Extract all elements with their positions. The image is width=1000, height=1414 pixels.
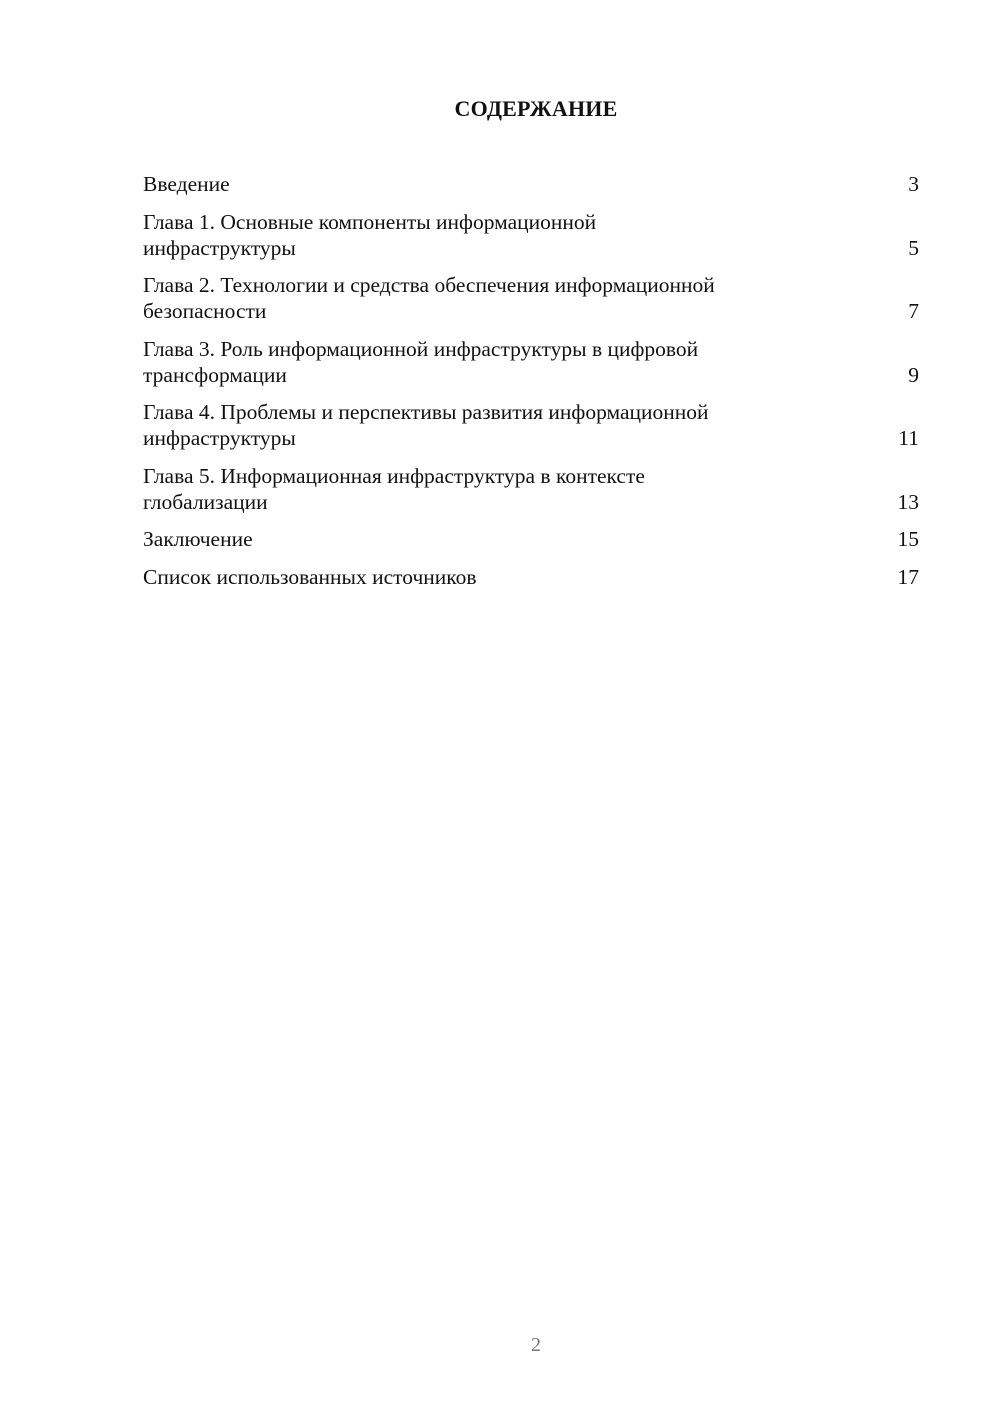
toc-entry-label: Глава 1. Основные компоненты информационной инфраструктуры <box>143 209 597 260</box>
toc-entry-page: 11 <box>898 426 919 450</box>
toc-entry-page: 13 <box>897 489 919 514</box>
toc-entry-references <box>143 564 919 590</box>
table-of-contents <box>143 171 919 601</box>
toc-title: СОДЕРЖАНИЕ <box>454 96 618 121</box>
toc-entry-chapter-5 <box>143 463 919 515</box>
toc-entry-label: Глава 4. Проблемы и перспективы развития информационной инфраструктуры <box>143 400 709 450</box>
toc-entry-label: Глава 2. Технологии и средства обеспечения информационной безопасности <box>143 273 715 323</box>
toc-entry-page: 5 <box>908 235 919 260</box>
toc-entry-introduction <box>143 171 919 197</box>
toc-entry-chapter-2 <box>143 272 919 324</box>
toc-entry-page: 3 <box>908 172 919 196</box>
toc-entry-chapter-1 <box>143 209 919 261</box>
toc-entry-page: 9 <box>908 362 919 387</box>
toc-entry-page: 15 <box>897 527 919 551</box>
toc-entry-label: Глава 3. Роль информационной инфраструктуры в цифровой трансформации <box>143 336 699 387</box>
toc-entry-label: Заключение <box>143 527 253 551</box>
toc-entry-label: Глава 5. Информационная инфраструктура в контексте глобализации <box>143 463 645 514</box>
toc-entry-label: Список использованных источников <box>143 564 477 589</box>
toc-entry-page: 7 <box>908 299 919 323</box>
toc-entry-chapter-3 <box>143 336 919 388</box>
toc-entry-conclusion <box>143 526 919 552</box>
toc-entry-label: Введение <box>143 172 230 196</box>
page-number: 2 <box>531 1334 541 1356</box>
toc-entry-page: 17 <box>897 564 919 589</box>
toc-entry-chapter-4 <box>143 399 919 451</box>
